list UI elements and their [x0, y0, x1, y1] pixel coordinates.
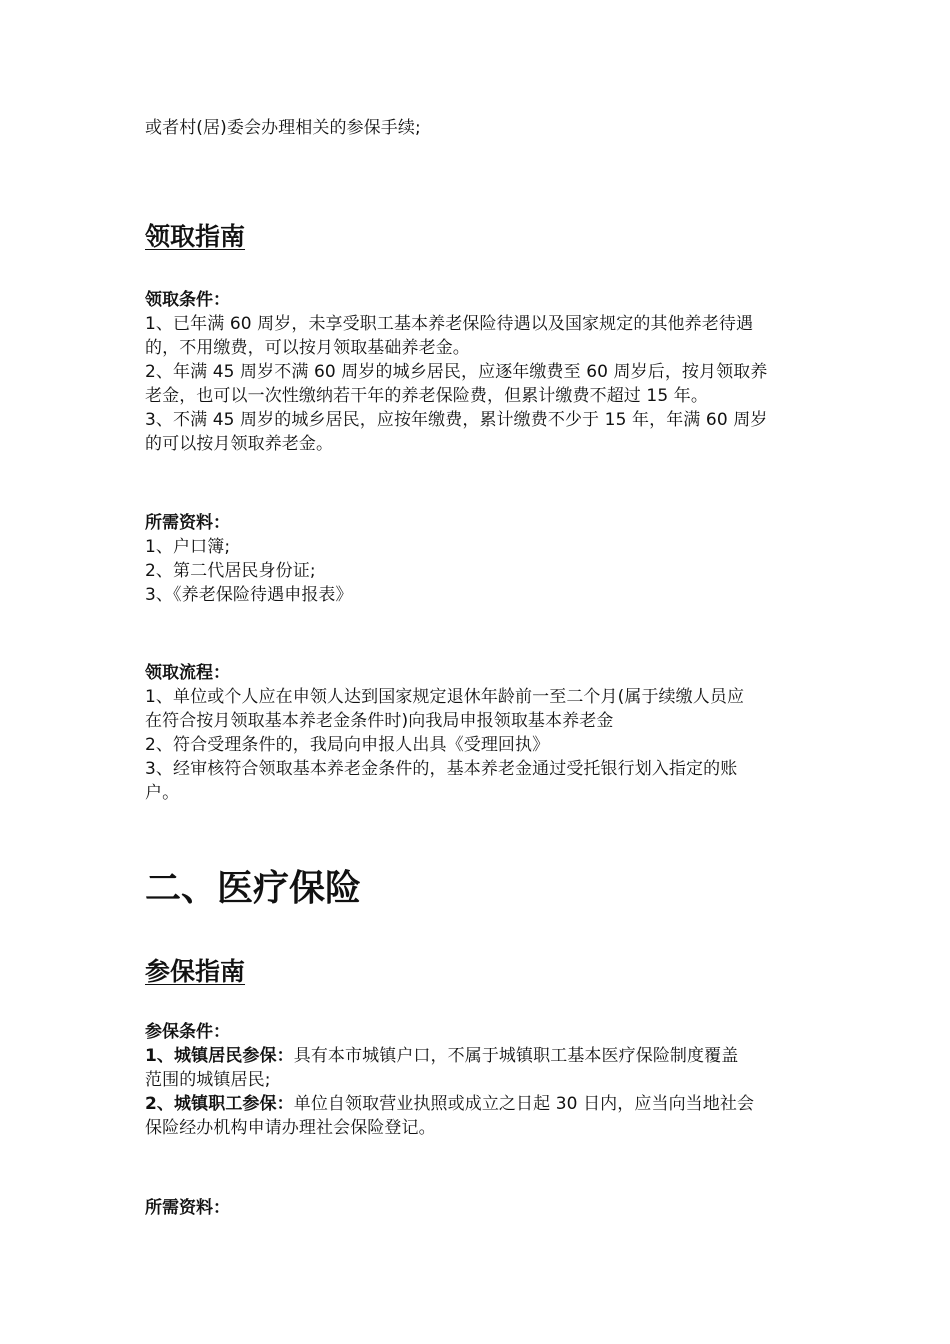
receive-process-line: 在符合按月领取基本养老金条件时)向我局申报领取基本养老金 — [145, 711, 614, 731]
chapter-title-medical: 二、医疗保险 — [145, 868, 362, 909]
enroll-condition-1-text: 具有本市城镇户口，不属于城镇职工基本医疗保险制度覆盖 — [293, 1046, 739, 1066]
receive-process-line: 户。 — [145, 783, 180, 803]
receive-material-line: 1、户口簿; — [145, 537, 231, 557]
receive-material-line: 2、第二代居民身份证; — [145, 561, 316, 581]
enroll-condition-item-1 — [145, 1044, 810, 1068]
section-title-enroll: 参保指南 — [145, 957, 246, 986]
medical-chapter-heading — [145, 866, 810, 912]
receive-conditions — [145, 288, 810, 456]
intro-continuation — [145, 116, 810, 140]
receive-condition-line: 老金，也可以一次性缴纳若干年的养老保险费，但累计缴费不超过 15 年。 — [145, 386, 708, 406]
receive-process — [145, 661, 810, 805]
enroll-condition-1-heading: 1、城镇居民参保： — [145, 1046, 294, 1066]
receive-process-line: 2、符合受理条件的，我局向申报人出具《受理回执》 — [145, 735, 550, 755]
enroll-materials-label: 所需资料： — [145, 1198, 230, 1218]
receive-guide-heading — [145, 220, 810, 254]
receive-condition-line: 3、不满 45 周岁的城乡居民，应按年缴费，累计缴费不少于 15 年，年满 60 周岁 — [145, 410, 768, 430]
receive-conditions-label: 领取条件： — [145, 290, 230, 310]
intro-line: 或者村(居)委会办理相关的参保手续; — [145, 118, 421, 138]
receive-materials-label: 所需资料： — [145, 513, 230, 533]
section-title-receive: 领取指南 — [145, 222, 246, 251]
enroll-condition-2-continuation: 保险经办机构申请办理社会保险登记。 — [145, 1118, 436, 1138]
enroll-condition-2-heading: 2、城镇职工参保： — [145, 1094, 294, 1114]
receive-condition-line: 2、年满 45 周岁不满 60 周岁的城乡居民，应逐年缴费至 60 周岁后，按月领取养 — [145, 362, 768, 382]
enroll-conditions — [145, 1020, 810, 1140]
receive-condition-line: 的可以按月领取养老金。 — [145, 434, 334, 454]
receive-materials — [145, 511, 810, 607]
receive-condition-line: 的，不用缴费，可以按月领取基础养老金。 — [145, 338, 470, 358]
enroll-guide-heading — [145, 955, 810, 989]
receive-process-line: 3、经审核符合领取基本养老金条件的，基本养老金通过受托银行划入指定的账 — [145, 759, 738, 779]
enroll-materials — [145, 1196, 810, 1220]
receive-condition-line: 1、已年满 60 周岁，未享受职工基本养老保险待遇以及国家规定的其他养老待遇 — [145, 314, 754, 334]
receive-process-line: 1、单位或个人应在申领人达到国家规定退休年龄前一至二个月(属于续缴人员应 — [145, 687, 745, 707]
receive-process-label: 领取流程： — [145, 663, 230, 683]
enroll-condition-item-2 — [145, 1092, 810, 1116]
enroll-conditions-label: 参保条件： — [145, 1022, 230, 1042]
enroll-condition-2-text: 单位自领取营业执照或成立之日起 30 日内，应当向当地社会 — [293, 1094, 755, 1114]
receive-material-line: 3、《养老保险待遇申报表》 — [145, 585, 353, 605]
enroll-condition-1-continuation: 范围的城镇居民; — [145, 1070, 271, 1090]
